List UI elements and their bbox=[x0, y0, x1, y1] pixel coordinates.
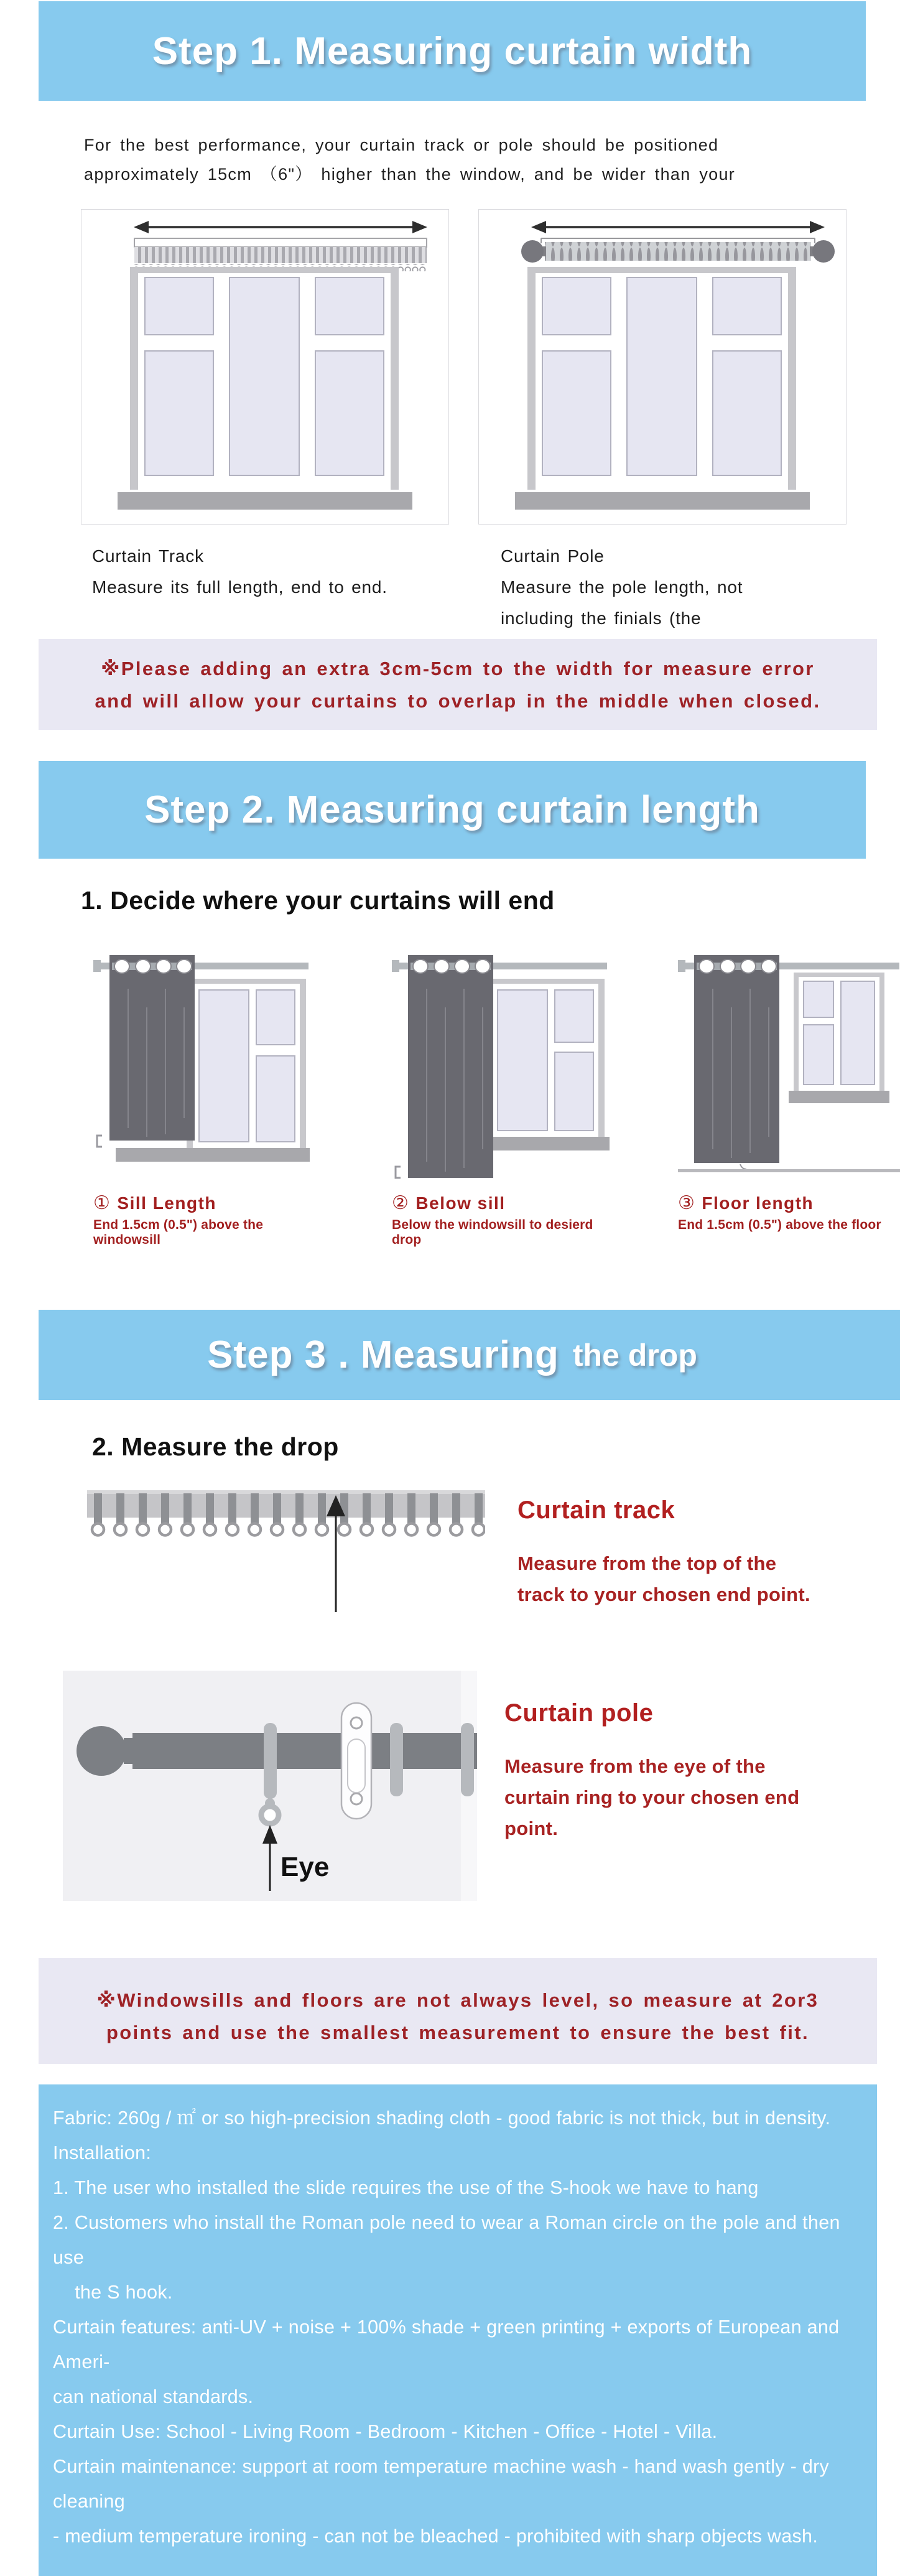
curtain-pole-graphic bbox=[479, 210, 845, 523]
curtain-pole-desc-3: point. bbox=[504, 1818, 559, 1839]
option-title: Sill Length bbox=[117, 1193, 217, 1213]
option-floor-length bbox=[678, 950, 897, 1248]
info-line-install-2b: the S hook. bbox=[53, 2282, 173, 2303]
curtain-ring-with-eye bbox=[261, 1723, 279, 1824]
caption-pole-title: Curtain Pole bbox=[501, 546, 605, 566]
option-number: ③ bbox=[678, 1193, 696, 1213]
intro-line-1: For the best performance, your curtain track or pole should be positioned bbox=[84, 136, 719, 154]
option-label bbox=[678, 1192, 897, 1214]
curtain-track-desc bbox=[517, 1548, 810, 1610]
caption-curtain-pole bbox=[501, 541, 743, 634]
length-options bbox=[93, 950, 900, 1248]
level-note bbox=[39, 1958, 877, 2064]
window-graphic bbox=[187, 979, 306, 1148]
info-line-maintenance-2: - medium temperature ironing - can not be bleached - prohibited with sharp objects wash. bbox=[53, 2526, 819, 2547]
curtain-pole-desc bbox=[504, 1751, 799, 1844]
pole-rod bbox=[521, 238, 835, 263]
curtain-track-desc-2: track to your chosen end point. bbox=[517, 1584, 810, 1605]
option-desc: End 1.5cm (0.5") above the windowsill bbox=[93, 1218, 264, 1247]
option-desc: End 1.5cm (0.5") above the floor bbox=[678, 1218, 881, 1232]
track-rail bbox=[134, 238, 427, 271]
option-label bbox=[392, 1192, 611, 1214]
double-arrow-icon bbox=[531, 221, 825, 233]
step3-heading: 2. Measure the drop bbox=[92, 1432, 339, 1461]
curtain-ring bbox=[461, 1723, 474, 1796]
step3-banner bbox=[39, 1310, 900, 1400]
floor-length-graphic bbox=[678, 950, 900, 1182]
width-note-line-1: ※Please adding an extra 3cm-5cm to the width for measure error bbox=[101, 658, 815, 679]
sill-length-graphic bbox=[93, 950, 312, 1182]
info-line-install-2: 2. Customers who install the Roman pole need to wear a Roman circle on the pole and then use bbox=[53, 2212, 846, 2268]
info-panel bbox=[39, 2084, 877, 2576]
track-band-graphic bbox=[87, 1490, 490, 1615]
curtain-pole-desc-2: curtain ring to your chosen end bbox=[504, 1786, 800, 1808]
option-sill-length bbox=[93, 950, 312, 1248]
level-note-line-1: ※Windowsills and floors are not always level, so measure at 2or3 bbox=[96, 1989, 819, 2011]
up-arrow-icon bbox=[327, 1495, 345, 1612]
step2-heading: 1. Decide where your curtains will end bbox=[81, 886, 555, 915]
measure-bracket-icon bbox=[396, 1167, 401, 1178]
caption-pole-desc-1: Measure the pole length, not bbox=[501, 577, 743, 597]
pole-bracket bbox=[341, 1703, 371, 1819]
pole-panel bbox=[63, 1671, 477, 1901]
intro-paragraph bbox=[84, 131, 900, 189]
measure-bracket-icon bbox=[97, 1136, 102, 1147]
step3-banner-title: Step 3 . Measuring bbox=[207, 1333, 559, 1376]
curtain-pole-desc-1: Measure from the eye of the bbox=[504, 1755, 766, 1777]
curtain-graphic bbox=[694, 955, 779, 1163]
info-line-features: Curtain features: anti-UV + noise + 100% shade + green printing + exports of European and Ameri- bbox=[53, 2317, 844, 2373]
width-note-line-2: and will allow your curtains to overlap in the middle when closed. bbox=[95, 690, 821, 712]
info-line-use: Curtain Use: School - Living Room - Bedroom - Kitchen - Office - Hotel - Villa. bbox=[53, 2421, 718, 2442]
width-note bbox=[39, 639, 877, 730]
intro-line-2: approximately 15cm （6"） higher than the window, and be wider than your bbox=[84, 165, 736, 184]
curtain-graphic bbox=[408, 955, 493, 1178]
info-line-installation: Installation: bbox=[53, 2142, 152, 2163]
option-below-sill bbox=[392, 950, 611, 1248]
curtain-ring bbox=[390, 1723, 403, 1796]
finial-left bbox=[521, 240, 544, 263]
curtain-track-desc-1: Measure from the top of the bbox=[517, 1552, 777, 1574]
finial-ball bbox=[77, 1726, 126, 1776]
level-note-line-2: points and use the smallest measurement to ensure the best fit. bbox=[106, 2022, 810, 2043]
step2-banner bbox=[39, 761, 866, 859]
curtain-pole-diagram-box bbox=[478, 209, 847, 525]
curtain-graphic bbox=[109, 955, 195, 1141]
step1-banner bbox=[39, 1, 866, 101]
curtain-pole-title: Curtain pole bbox=[504, 1699, 654, 1727]
floor-line bbox=[678, 1169, 900, 1172]
step3-banner-subtitle: the drop bbox=[572, 1337, 697, 1373]
curtain-track-graphic bbox=[81, 210, 447, 523]
info-line-features-2: can national standards. bbox=[53, 2386, 254, 2407]
windowsill bbox=[789, 1091, 889, 1103]
double-arrow-icon bbox=[134, 221, 427, 233]
pole-panel-graphic bbox=[63, 1671, 477, 1901]
curtain-track-diagram-box bbox=[81, 209, 449, 525]
window-graphic bbox=[485, 979, 605, 1137]
below-sill-graphic bbox=[392, 950, 611, 1182]
caption-track-title: Curtain Track bbox=[92, 546, 204, 566]
drop-track-row bbox=[87, 1490, 900, 1615]
caption-track-desc: Measure its full length, end to end. bbox=[92, 577, 387, 597]
step1-banner-title: Step 1. Measuring curtain width bbox=[152, 29, 753, 73]
option-title: Floor length bbox=[702, 1193, 814, 1213]
option-title: Below sill bbox=[415, 1193, 506, 1213]
measure-width-diagrams bbox=[81, 209, 900, 525]
window-graphic bbox=[794, 973, 884, 1091]
windowsill bbox=[116, 1148, 310, 1162]
windowsill bbox=[480, 1137, 610, 1150]
drop-pole-row bbox=[63, 1671, 900, 1901]
window-graphic bbox=[130, 267, 399, 490]
windowsill bbox=[515, 492, 810, 510]
option-desc: Below the windowsill to desierd drop bbox=[392, 1218, 593, 1247]
info-line-maintenance: Curtain maintenance: support at room temperature machine wash - hand wash gently - dry cleaning bbox=[53, 2456, 835, 2512]
caption-pole-desc-2: including the finials (the bbox=[501, 609, 702, 628]
step2-banner-title: Step 2. Measuring curtain length bbox=[144, 788, 760, 831]
eye-label: Eye bbox=[281, 1852, 330, 1882]
eye-ring bbox=[261, 1806, 279, 1824]
curtain-track-title: Curtain track bbox=[517, 1496, 675, 1524]
info-line-install-1: 1. The user who installed the slide requires the use of the S-hook we have to hang bbox=[53, 2177, 759, 2198]
caption-curtain-track bbox=[92, 541, 501, 634]
info-line-fabric: Fabric: 260g / ㎡ or so high-precision shading cloth - good fabric is not thick, but in density. bbox=[53, 2107, 831, 2129]
curtain-pole-text bbox=[504, 1671, 799, 1901]
option-number: ① bbox=[93, 1193, 111, 1213]
option-number: ② bbox=[392, 1193, 410, 1213]
curtain-track-text bbox=[517, 1490, 810, 1615]
finial-right bbox=[812, 240, 835, 263]
windowsill bbox=[118, 492, 412, 510]
step1-captions bbox=[92, 541, 900, 634]
option-label bbox=[93, 1192, 312, 1214]
window-graphic bbox=[527, 267, 796, 490]
